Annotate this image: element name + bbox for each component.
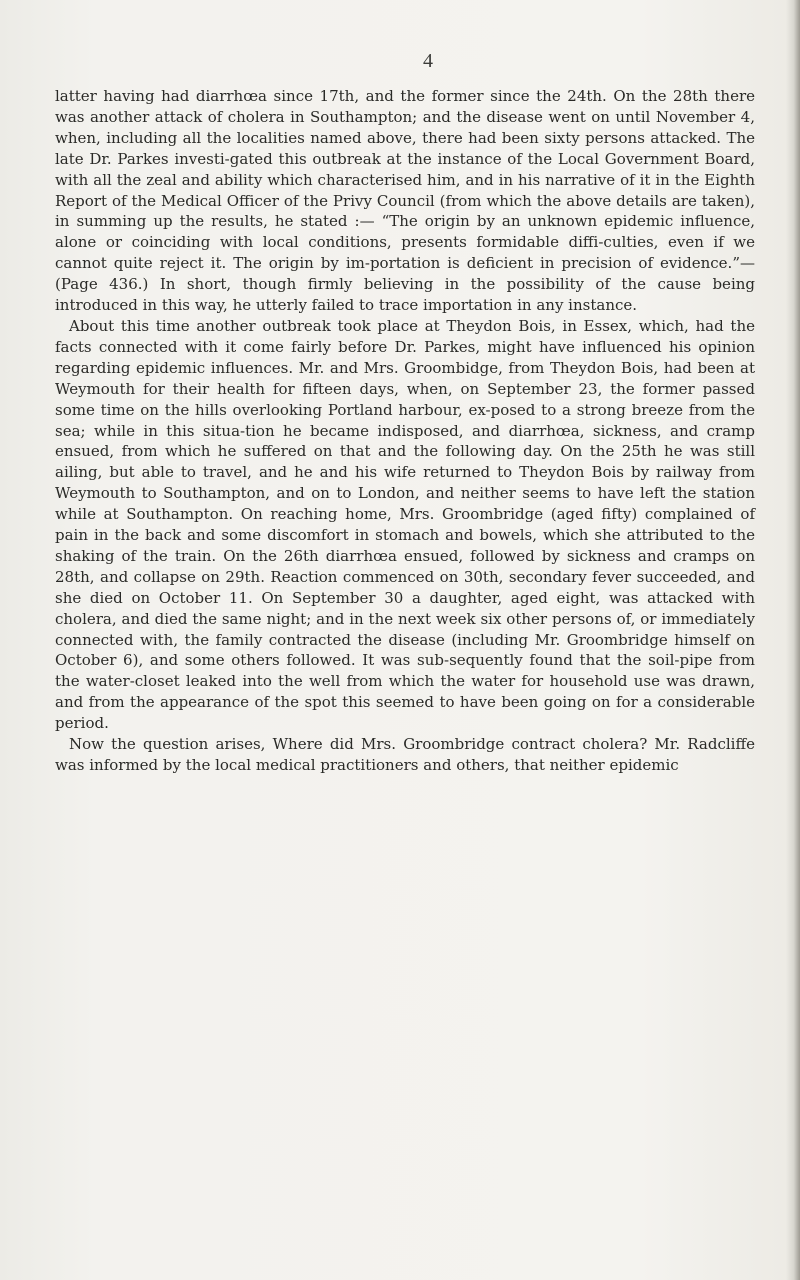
page-edge-shadow (786, 0, 800, 1280)
body-text (55, 86, 755, 776)
page-number: 4 (423, 50, 433, 72)
paragraph-1: latter having had diarrhœa since 17th, and the former since the 24th. On the 28th there was another attack of cholera in Southampton; and the disease went on until November 4, when, including all the localities named above, there had been sixty persons attacked. The late Dr. Parkes investi-gated this outbreak at the instance of the Local Government Board, with all the zeal and ability which characterised him, and in his narrative of it in the Eighth Report of the Medical Officer of the Privy Council (from which the above details are taken), in summing up the results, he stated :— “The origin by an unknown epidemic influence, alone or coinciding with local conditions, presents formidable diffi-culties, even if we cannot quite reject it. The origin by im-portation is deficient in precision of evidence.”—(Page 436.) In short, though firmly believing in the possibility of the cause being introduced in this way, he utterly failed to trace importation in any instance. (55, 87, 755, 315)
paragraph-2: About this time another outbreak took place at Theydon Bois, in Essex, which, had the facts connected with it come fairly before Dr. Parkes, might have influenced his opinion regarding epidemic influences. Mr. and Mrs. Groombidge, from Theydon Bois, had been at Weymouth for their health for fifteen days, when, on September 23, the former passed some time on the hills overlooking Portland harbour, ex-posed to a strong breeze from the sea; while in this situa-tion he became indisposed, and diarrhœa, sickness, and cramp ensued, from which he suffered on that and the following day. On the 25th he was still ailing, but able to travel, and he and his wife returned to Theydon Bois by railway from Weymouth to Southampton, and on to London, and neither seems to have left the station while at Southampton. On reaching home, Mrs. Groombridge (aged fifty) complained of pain in the back and some discomfort in stomach and bowels, which she attributed to the shaking of the train. On the 26th diarrhœa ensued, followed by sickness and cramps on 28th, and collapse on 29th. Reaction commenced on 30th, secondary fever succeeded, and she died on October 11. On September 30 a daughter, aged eight, was attacked with cholera, and died the same night; and in the next week six other persons of, or immediately connected with, the family contracted the disease (including Mr. Groombridge himself on October 6), and some others followed. It was sub-sequently found that the soil-pipe from the water-closet leaked into the well from which the water for household use was drawn, and from the appearance of the spot this seemed to have been going on for a considerable period. (55, 316, 755, 733)
paragraph-3: Now the question arises, Where did Mrs. Groombridge contract cholera? Mr. Radcliffe was informed by the local medical practitioners and others, that neither epidemic (55, 735, 755, 774)
